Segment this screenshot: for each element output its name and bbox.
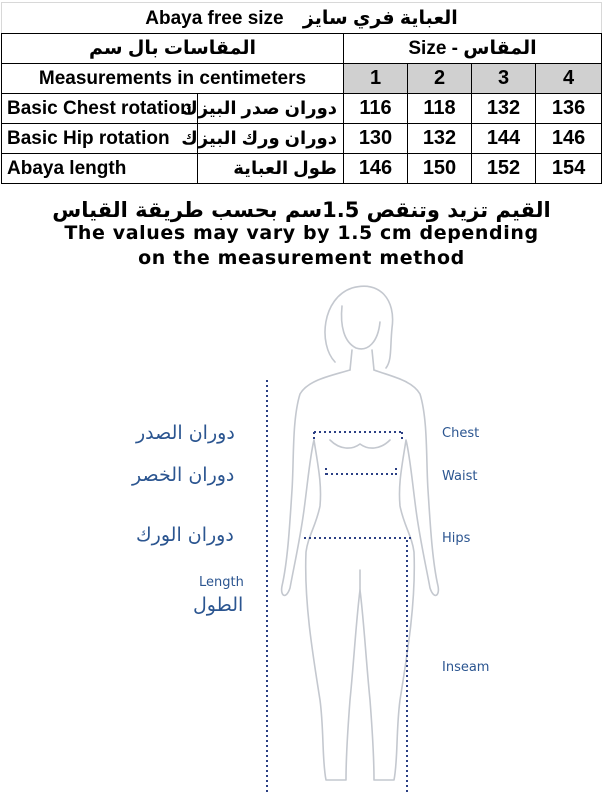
note-arabic: القيم تزيد وتنقص 1.5سم بحسب طريقة القياس xyxy=(52,198,551,222)
value-cell: 146 xyxy=(536,124,602,154)
hips-label-ar: دوران الورك xyxy=(136,524,234,546)
table-row xyxy=(2,94,602,124)
hips-label-en: Hips xyxy=(442,531,471,546)
inseam-label-en: Inseam xyxy=(442,660,490,675)
value-cell: 136 xyxy=(536,94,602,124)
chest-contour xyxy=(330,440,390,448)
value-cell: 154 xyxy=(536,154,602,184)
waist-label-ar: دوران الخصر xyxy=(132,464,235,486)
note-english-line2: on the measurement method xyxy=(138,247,465,269)
table-row xyxy=(2,124,602,154)
size-cell: 3 xyxy=(472,64,536,94)
title-en: Abaya free size xyxy=(145,7,284,29)
value-cell: 132 xyxy=(408,124,472,154)
waist-label-en: Waist xyxy=(442,469,478,484)
size-table xyxy=(1,2,602,184)
length-label-en: Length xyxy=(199,575,244,590)
size-cell: 1 xyxy=(344,64,408,94)
value-cell: 146 xyxy=(344,154,408,184)
face-outline xyxy=(342,306,380,349)
table-row xyxy=(2,154,602,184)
row-label-ar: دوران صدر البيزك xyxy=(198,94,344,124)
value-cell: 150 xyxy=(408,154,472,184)
row-label-en: Basic Chest rotation xyxy=(2,94,198,124)
measurements-ar-header: المقاسات بال سم xyxy=(2,34,344,64)
row-label-ar: طول العباية xyxy=(198,154,344,184)
neck-outline xyxy=(350,350,374,370)
value-cell: 130 xyxy=(344,124,408,154)
note-english-line1: The values may vary by 1.5 cm depending xyxy=(64,222,539,244)
value-cell: 144 xyxy=(472,124,536,154)
row-label-ar: دوران ورك البيزك xyxy=(198,124,344,154)
hair-outline xyxy=(325,286,393,368)
value-cell: 118 xyxy=(408,94,472,124)
table-title xyxy=(2,3,602,34)
title-row xyxy=(2,3,602,34)
length-label-ar: الطول xyxy=(193,594,244,616)
value-cell: 116 xyxy=(344,94,408,124)
header-row xyxy=(2,34,602,64)
value-cell: 152 xyxy=(472,154,536,184)
size-header: Size - المقاس xyxy=(344,34,602,64)
row-label-en: Abaya length xyxy=(2,154,198,184)
size-cell: 4 xyxy=(536,64,602,94)
waist-measure-lines xyxy=(326,468,396,478)
title-ar: العباية فري سايز xyxy=(302,7,458,29)
row-label-en: Basic Hip rotation xyxy=(2,124,198,154)
chest-label-ar: دوران الصدر xyxy=(136,422,235,444)
size-cell: 2 xyxy=(408,64,472,94)
body-measurement-figure xyxy=(0,270,603,796)
measurements-en-header: Measurements in centimeters xyxy=(2,64,344,94)
size-numbers-row xyxy=(2,64,602,94)
value-cell: 132 xyxy=(472,94,536,124)
chest-label-en: Chest xyxy=(442,426,480,441)
